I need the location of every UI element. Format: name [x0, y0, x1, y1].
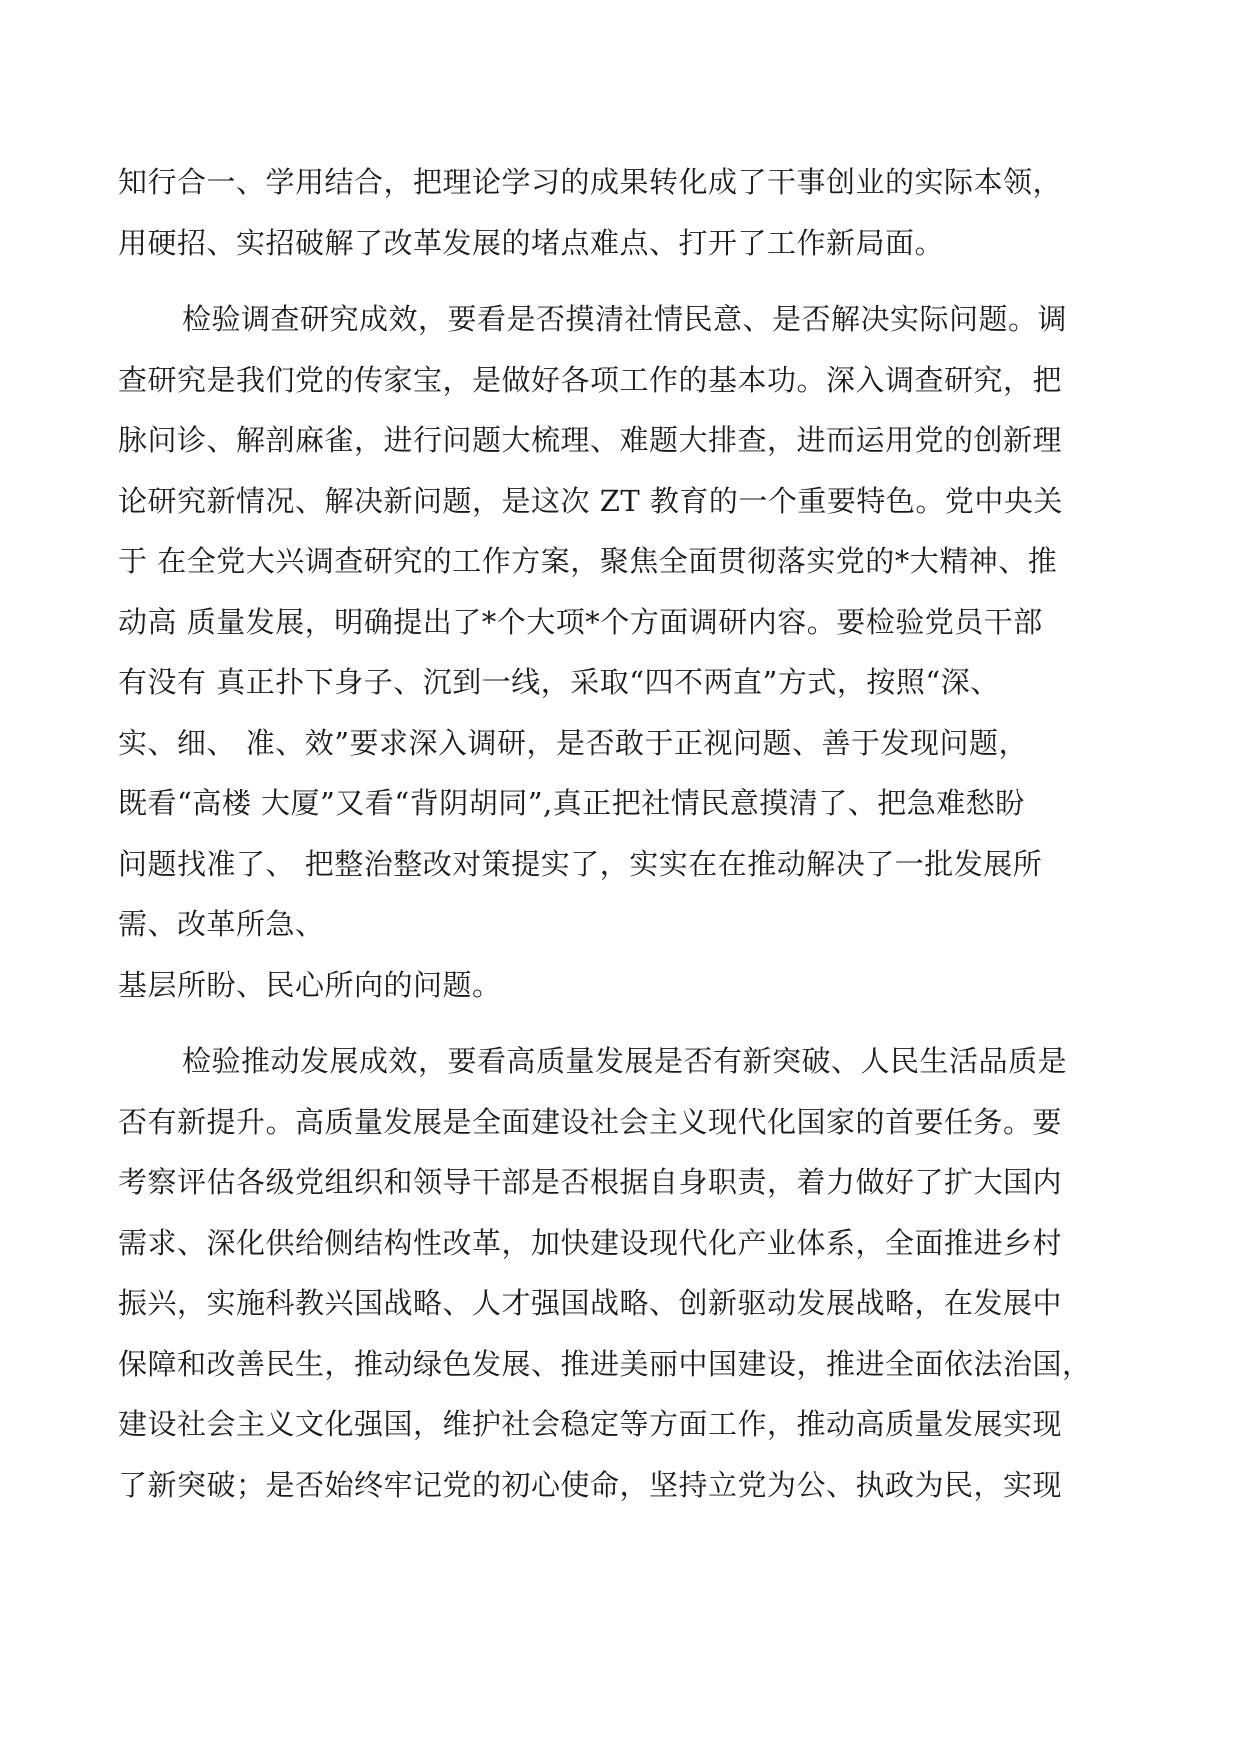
text-line: 建设社会主义文化强国，维护社会稳定等方面工作，推动高质量发展实现: [118, 1407, 1063, 1441]
text-line: 保障和改善民生，推动绿色发展、推进美丽中国建设，推进全面依法治国，: [118, 1346, 1092, 1381]
text-line: 论研究新情况、解决新问题，是这次 ZT 教育的一个重要特色。党中央关: [118, 483, 1063, 518]
document-body: [118, 152, 1128, 1515]
text-line: 振兴，实施科教兴国战略、人才强国战略、创新驱动发展战略，在发展中: [118, 1286, 1063, 1320]
text-line: 既看“高楼 大厦”又看“背阴胡同”,真正把社情民意摸清了、把急难愁盼: [118, 786, 1025, 820]
text-line: 基层所盼、民心所向的问题。: [118, 967, 502, 1002]
text-line: 知行合一、学用结合，把理论学习的成果转化成了干事创业的实际本领，: [118, 165, 1063, 199]
text-line: 了新突破；是否始终牢记党的初心使命，坚持立党为公、执政为民，实现: [118, 1467, 1063, 1502]
text-line: 检验调查研究成效，要看是否摸清社情民意、是否解决实际问题。调: [182, 302, 1068, 336]
paragraph-2: [118, 289, 1128, 1015]
text-line: 考察评估各级党组织和领导干部是否根据自身职责，着力做好了扩大国内: [118, 1165, 1063, 1199]
text-line: 问题找准了、 把整治整改对策提实了，实实在在推动解决了一批发展所: [118, 846, 1043, 881]
text-line: 用硬招、实招破解了改革发展的堵点难点、打开了工作新局面。: [118, 225, 945, 260]
text-line: 实、细、 准、效”要求深入调研，是否敢于正视问题、善于发现问题，: [118, 725, 1029, 760]
paragraph-1: [118, 152, 1128, 273]
text-line: 于 在全党大兴调查研究的工作方案，聚焦全面贯彻落实党的*大精神、推: [118, 544, 1058, 578]
text-line: 脉问诊、解剖麻雀，进行问题大梳理、难题大排查，进而运用党的创新理: [118, 423, 1063, 457]
text-line: 查研究是我们党的传家宝，是做好各项工作的基本功。深入调查研究，把: [118, 362, 1063, 397]
paragraph-spacing: [118, 1015, 1128, 1031]
paragraph-spacing: [118, 273, 1128, 289]
paragraph-3: [118, 1031, 1128, 1515]
text-line: 检验推动发展成效，要看高质量发展是否有新突破、人民生活品质是: [182, 1044, 1068, 1078]
text-line: 需、改革所急、: [118, 907, 325, 941]
text-line: 否有新提升。高质量发展是全面建设社会主义现代化国家的首要任务。要: [118, 1104, 1063, 1139]
text-line: 有没有 真正扑下身子、沉到一线，采取“四不两直”方式，按照“深、: [118, 665, 1000, 699]
text-line: 需求、深化供给侧结构性改革，加快建设现代化产业体系，全面推进乡村: [118, 1225, 1063, 1260]
text-line: 动高 质量发展，明确提出了*个大项*个方面调研内容。要检验党员干部: [118, 604, 1043, 639]
